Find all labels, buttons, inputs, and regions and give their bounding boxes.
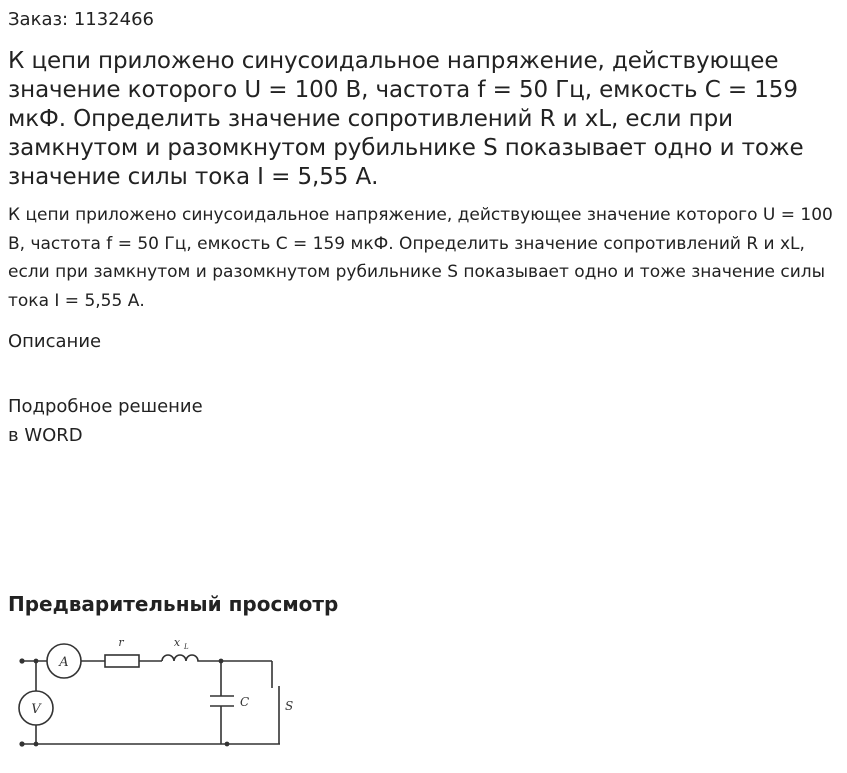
node-capacitor-top: [219, 659, 224, 664]
terminal-top: [19, 658, 24, 663]
task-title: К цепи приложено синусоидальное напряжение, действующее значение которого U = 100 В, частота f = 50 Гц, емкость С = 159 мкФ. Определить значение сопротивлений R и xL, если при замкнутом и разомкнутом рубильнике S показывает одно и тоже значение силы тока I = 5,55 А.: [8, 48, 804, 190]
capacitor-label: C: [240, 695, 250, 709]
task-description: К цепи приложено синусоидальное напряжение, действующее значение которого U = 100 В, частота f = 50 Гц, емкость С = 159 мкФ. Определить значение сопротивлений R и xL, если при замкнутом и разомкнутом рубильнике S показывает одно и тоже значение силы тока I = 5,55 А.: [8, 205, 833, 311]
order-number: Заказ: 1132466: [8, 9, 154, 30]
resistor-symbol: [105, 655, 139, 667]
description-label: Описание: [8, 331, 102, 352]
detail-line-1: Подробное решение: [8, 396, 203, 417]
node-capacitor-bottom: [225, 742, 230, 747]
voltmeter-label: V: [31, 702, 41, 717]
circuit-diagram: [0, 626, 320, 756]
description-detail: [8, 392, 203, 450]
ammeter-label: A: [59, 655, 69, 670]
node-voltmeter-top: [34, 659, 39, 664]
inductor-label-subscript: L: [184, 643, 189, 651]
switch-label: S: [285, 699, 294, 713]
terminal-bottom: [19, 741, 24, 746]
resistor-label: r: [118, 636, 124, 649]
inductor-symbol: [162, 655, 203, 661]
detail-line-2: в WORD: [8, 425, 83, 446]
inductor-label: x: [173, 636, 181, 649]
preview-heading: Предварительный просмотр: [8, 592, 339, 616]
node-voltmeter-bottom: [34, 742, 39, 747]
